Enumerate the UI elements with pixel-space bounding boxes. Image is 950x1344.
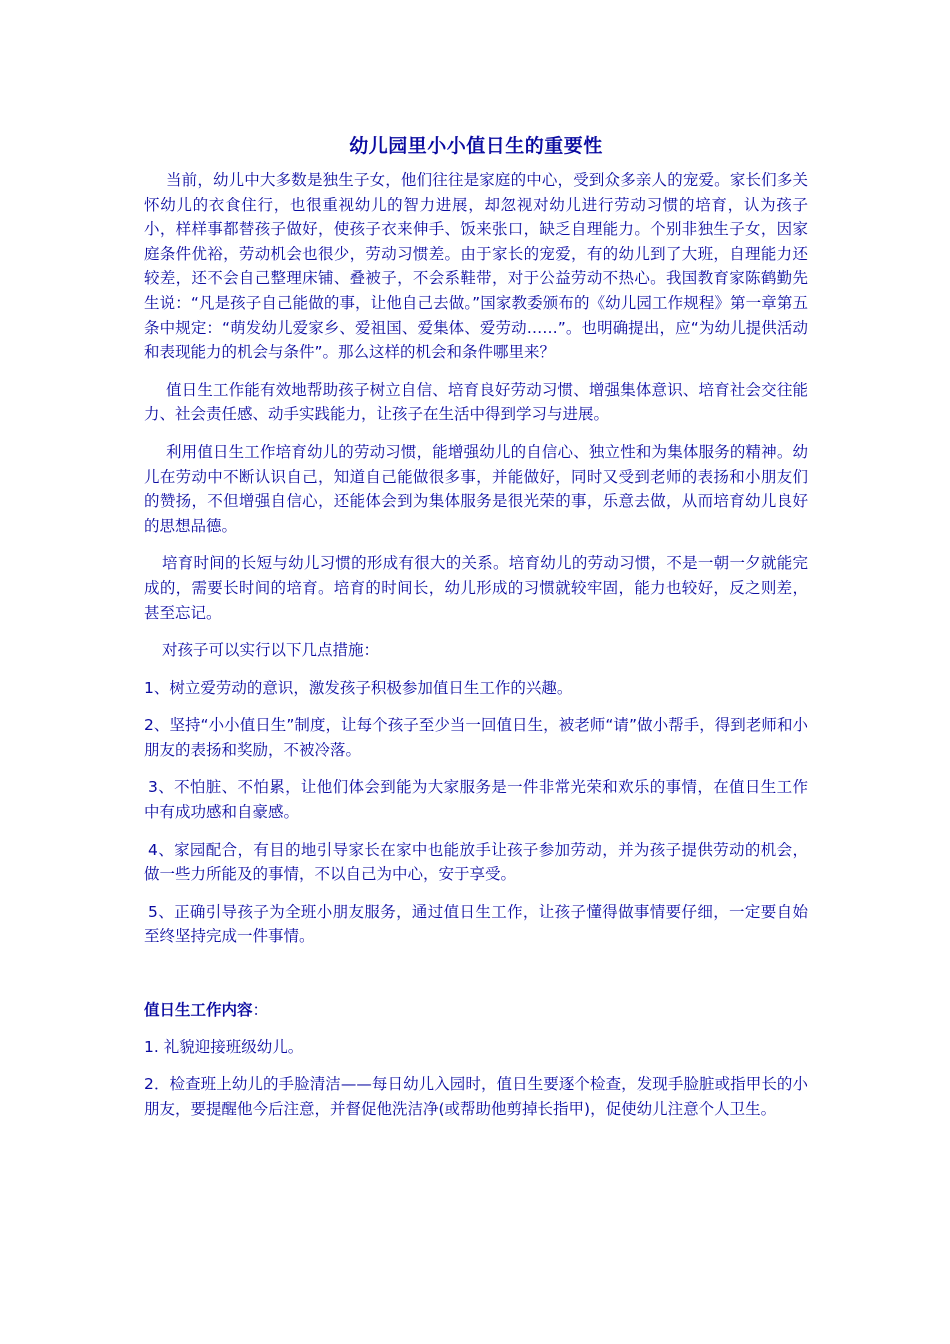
intro-paragraph: 当前，幼儿中大多数是独生子女，他们往往是家庭的中心，受到众多亲人的宠爱。家长们多关怀幼儿的衣食住行，也很重视幼儿的智力进展，却忽视对幼儿进行劳动习惯的培育，认为孩子小，样样事都替孩子做好，使孩子衣来伸手、饭来张口，缺乏自理能力。个别非独生子女，因家庭条件优裕，劳动机会也很少，劳动习惯差。由于家长的宠爱，有的幼儿到了大班，自理能力还较差，还不会自己整理床铺、叠被子，不会系鞋带，对于公益劳动不热心。我国教育家陈鹤勤先生说：“凡是孩子自己能做的事，让他自己去做。”国家教委颁布的《幼儿园工作规程》第一章第五条中规定：“萌发幼儿爱家乡、爱祖国、爱集体、爱劳动……”。也明确提出，应“为幼儿提供活动和表现能力的机会与条件”。那么这样的机会和条件哪里来？ xyxy=(144,171,808,362)
section-spacer xyxy=(144,962,808,998)
measure-item-4: 4、家园配合，有目的地引导家长在家中也能放手让孩子参加劳动，并为孩子提供劳动的机会，做一些力所能及的事情，不以自己为中心，安于享受。 xyxy=(144,840,808,884)
duty-item-1: 1. 礼貌迎接班级幼儿。 xyxy=(144,1037,304,1056)
measure-item-3: 3、不怕脏、不怕累，让他们体会到能为大家服务是一件非常光荣和欢乐的事情，在值日生工作中有成功感和自豪感。 xyxy=(144,778,808,822)
document-page xyxy=(144,132,808,1134)
measure-item-2: 2、坚持“小小值日生”制度，让每个孩子至少当一回值日生，被老师“请”做小帮手，得到老师和小朋友的表扬和奖励，不被冷落。 xyxy=(144,716,808,759)
paragraph-duty-benefits: 值日生工作能有效地帮助孩子树立自信、培育良好劳动习惯、增强集体意识、培育社会交往能力、社会责任感、动手实践能力，让孩子在生活中得到学习与进展。 xyxy=(144,380,808,424)
paragraph-training-time: 培育时间的长短与幼儿习惯的形成有很大的关系。培育幼儿的劳动习惯，不是一朝一夕就能完成的，需要长时间的培育。培育的时间长，幼儿形成的习惯就较牢固，能力也较好，反之则差，甚至忘记。 xyxy=(144,554,808,622)
measure-item-1: 1、树立爱劳动的意识，激发孩子积极参加值日生工作的兴趣。 xyxy=(144,678,573,697)
paragraph-measures-intro: 对孩子可以实行以下几点措施： xyxy=(162,641,380,660)
paragraph-labor-habits: 利用值日生工作培育幼儿的劳动习惯，能增强幼儿的自信心、独立性和为集体服务的精神。幼儿在劳动中不断认识自己，知道自己能做很多事，并能做好，同时又受到老师的表扬和小朋友们的赞扬，不但增强自信心，还能体会到为集体服务是很光荣的事，乐意去做，从而培育幼儿良好的思想品德。 xyxy=(144,442,808,535)
section-heading-text: 值日生工作内容 xyxy=(144,1001,253,1020)
section-heading-colon: ： xyxy=(252,1001,269,1020)
document-title: 幼儿园里小小值日生的重要性 xyxy=(349,135,603,157)
duty-item-2: 2．检查班上幼儿的手脸清洁——每日幼儿入园时，值日生要逐个检查，发现手脸脏或指甲长的小朋友，要提醒他今后注意，并督促他洗洁净(或帮助他剪掉长指甲)，促使幼儿注意个人卫生。 xyxy=(144,1075,808,1118)
measure-item-5: 5、正确引导孩子为全班小朋友服务，通过值日生工作，让孩子懂得做事情要仔细，一定要自始至终坚持完成一件事情。 xyxy=(144,902,808,946)
section-heading xyxy=(144,998,808,1023)
